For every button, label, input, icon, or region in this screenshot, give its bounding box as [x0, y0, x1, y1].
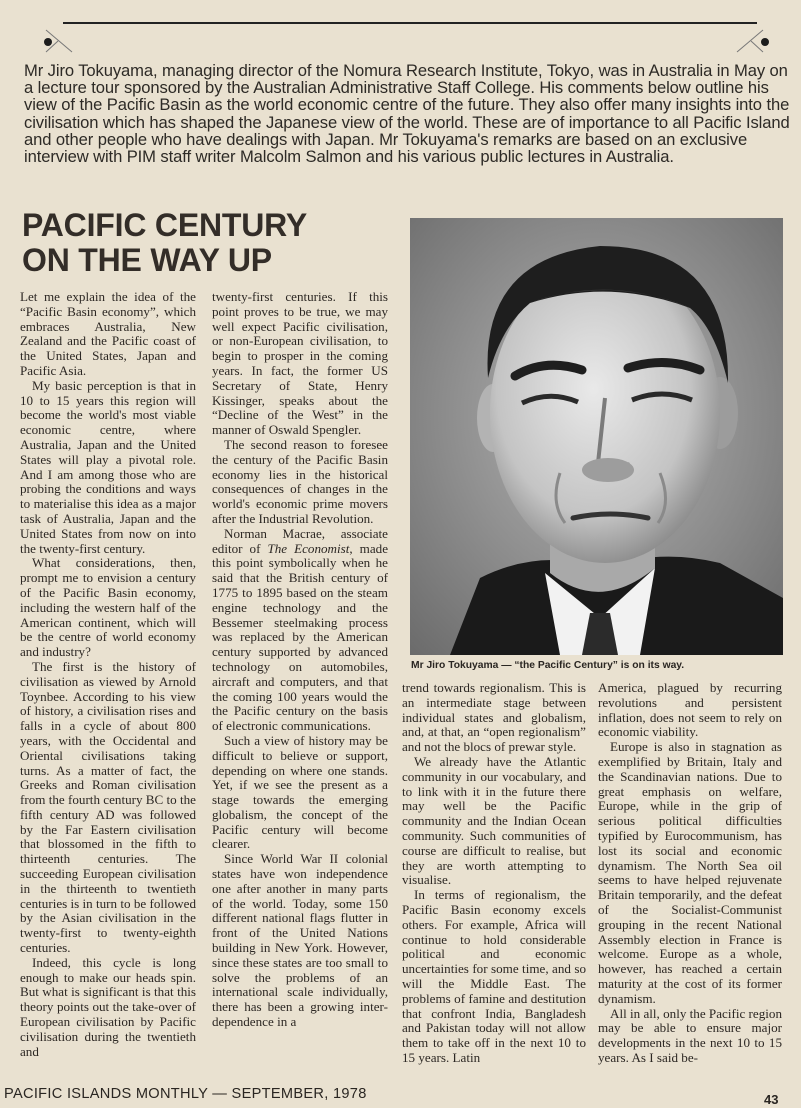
publication-title: The Economist [267, 540, 350, 556]
article-column-3 [402, 681, 586, 1066]
paragraph: twenty-first centuries. If this point proves to be true, we may well expect Pacific civilisation, or non-European civilisation, to begin to prosper in the coming years. In fact, the former US Secretary of State, Henry Kissinger, speaks about the “Decline of the West” in the manner of Oswald Spengler. [212, 289, 388, 438]
paragraph: trend towards regionalism. This is an intermediate stage between individual states and globalism, and, at that, an “open regionalism” and not the blocs of prewar style. [402, 680, 586, 755]
photo-caption: Mr Jiro Tokuyama — “the Pacific Century” is on its way. [411, 660, 685, 671]
paragraph: We already have the Atlantic community in our vocabulary, and to link with it in the future there may well be the Pacific community and the Indian Ocean community. Such communities of course are difficult to realise, but they are worth attempting to visualise. [402, 753, 586, 888]
ornament-dot-left [44, 38, 52, 46]
paragraph: What considerations, then, prompt me to envision a century of the Pacific Basin economy, including the western half of the American continent, which will be the centre of world economy and industry? [20, 555, 196, 660]
paragraph: Since World War II colonial states have won independence one after another in many parts of the world. Today, some 150 different national flags flutter in front of the United Nations building in New York. However, since these states are too small to solve the problems of an international scale individually, there has been a growing inter-dependence in a [212, 851, 388, 1030]
headline-line-1: PACIFIC CENTURY [22, 207, 308, 243]
portrait-photo [410, 218, 783, 655]
paragraph: Let me explain the idea of the “Pacific Basin economy”, which embraces Australia, New Zealand and the Pacific coast of the United States, Japan and Pacific Asia. [20, 289, 196, 378]
paragraph: Such a view of history may be difficult to believe or support, depending on where one stands. Yet, if we see the present as a stage towards the emerging globalism, the concept of the Pacific century will become clearer. [212, 732, 388, 852]
article-column-4 [598, 681, 782, 1066]
article-column-2 [212, 290, 388, 1030]
ornament-dot-right [761, 38, 769, 46]
paragraph: My basic perception is that in 10 to 15 years this region will become the world's most viable economic centre, where Australia, Japan and the United States will play a pivotal role. And I am among those who are probing the conditions and ways to materialise this idea as a major task of Australia, Japan and the United States from now on into the twenty-first century. [20, 377, 196, 556]
paragraph: Norman Macrae, associate editor of The Economist, made this point symbolically when he said that the British century of 1775 to 1895 based on the steam engine technology and the Bessemer steelmaking process was replaced by the American century supported by advanced technology on automobiles, aircraft and computers, and that the coming 100 years would the the Pacific century on the basis of electronic communications. [212, 525, 388, 734]
paragraph: All in all, only the Pacific region may be able to ensure major developments in the next 10 to 15 years. As I said be- [598, 1005, 782, 1065]
paragraph: The second reason to foresee the century of the Pacific Basin economy lies in the historical consequences of changes in the world's economic prime movers after the Industrial Revolution. [212, 436, 388, 526]
top-rule [63, 22, 757, 24]
page-number: 43 [764, 1092, 779, 1107]
paragraph: Indeed, this cycle is long enough to make our heads spin. But what is significant is that this theory points out the take-over of European civilisation by Pacific civilisation during the twentieth and [20, 954, 196, 1059]
intro-paragraph: Mr Jiro Tokuyama, managing director of the Nomura Research Institute, Tokyo, was in Australia in May on a lecture tour sponsored by the Australian Administrative Staff College. His comments below outline his view of the Pacific Basin as the world economic centre of the future. They also offer many insights into the civilisation which has shaped the Japanese view of the world. These are of importance to all Pacific Island and other people who have dealings with Japan. Mr Tokuyama's remarks are based on an exclusive interview with PIM staff writer Malcolm Salmon and his various public lectures in Australia. [24, 61, 790, 167]
headline-line-2: ON THE WAY UP [22, 242, 272, 278]
paragraph: In terms of regionalism, the Pacific Basin economy excels others. For example, Africa will continue to hold considerable political and economic uncertainties for some time, and so will the Middle East. The problems of famine and destitution that confront India, Bangladesh and Pakistan today will not allow them to take off in the next 10 to 15 years. Latin [402, 887, 586, 1065]
headline [22, 208, 402, 278]
paragraph: America, plagued by recurring revolutions and persistent inflation, does not seem to rely on economic viability. [598, 680, 782, 740]
paragraph: Europe is also in stagnation as exemplified by Britain, Italy and the Scandinavian nations. Due to great emphasis on welfare, Europe, while in the grip of serious political difficulties typified by Eurocommunism, has lost its social and economic dynamism. The North Sea oil seems to have helped rejuvenate Britain temporarily, and the defeat of the Socialist-Communist grouping in the recent National Assembly election in France is welcome. Europe as a whole, however, has reached a certain maturity at the cost of its former dynamism. [598, 739, 782, 1006]
article-column-1 [20, 290, 196, 1059]
footer-publication: PACIFIC ISLANDS MONTHLY — SEPTEMBER, 1978 [4, 1086, 367, 1102]
paragraph: The first is the history of civilisation as viewed by Arnold Toynbee. According to his view of history, a civilisation rises and falls in a cycle of about 800 years, with the Occidental and Oriental civilisations taking turns. As a matter of fact, the Greeks and Roman civilisation from the fourth century BC to the fifth century AD was followed by the Far Eastern civilisation that blossomed in the fifth to thirteenth centuries. The succeeding European civilisation in the thirteenth to twentieth centuries is in turn to be followed by the Asian civilisation in the twenty-first to twenty-eighth centuries. [20, 658, 196, 956]
